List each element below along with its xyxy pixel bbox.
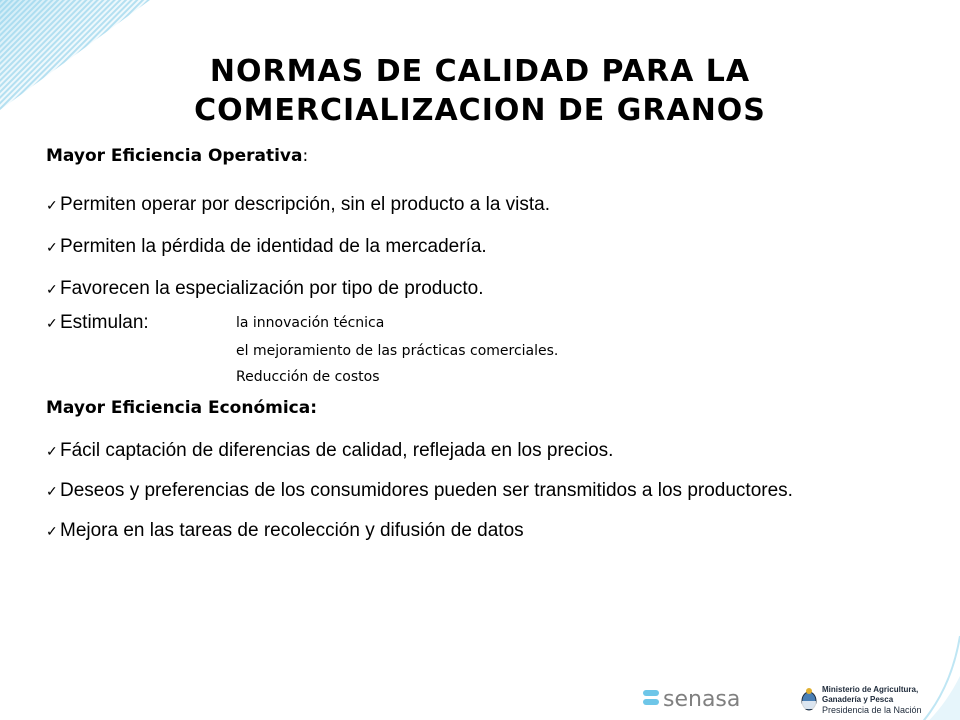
- bullet-text: Fácil captación de diferencias de calidad, reflejada en los precios.: [60, 440, 614, 461]
- title-line-1: NORMAS DE CALIDAD PARA LA: [209, 54, 751, 89]
- heading-economica-bold: Mayor Eficiencia Económica:: [46, 398, 318, 418]
- slide-content: [46, 146, 876, 546]
- check-icon: ✓: [46, 483, 58, 499]
- check-icon: ✓: [46, 239, 58, 255]
- bullet-text: Permiten la pérdida de identidad de la mercadería.: [60, 236, 487, 257]
- bullet-text: Permiten operar por descripción, sin el producto a la vista.: [60, 194, 551, 215]
- estimulan-item: la innovación técnica: [236, 315, 385, 331]
- check-icon: ✓: [46, 281, 58, 297]
- heading-operativa-bold: Mayor Eficiencia Operativa: [46, 146, 303, 166]
- bullet-text: Deseos y preferencias de los consumidores pueden ser transmitidos a los productores.: [60, 480, 793, 501]
- heading-operativa-colon: :: [302, 146, 309, 166]
- heading-economica: [46, 398, 876, 424]
- estimulan-item: Reducción de costos: [236, 369, 380, 385]
- bullet-economica-3: [46, 516, 876, 546]
- senasa-logo: [643, 686, 763, 717]
- bullet-operativa-3: [46, 274, 876, 304]
- bullet-text: Favorecen la especialización por tipo de producto.: [60, 278, 484, 299]
- bullet-operativa-1: [46, 190, 876, 220]
- senasa-text: senasa: [663, 687, 741, 712]
- heading-operativa: [46, 146, 876, 176]
- ministry-line-1: Ministerio de Agricultura,: [822, 685, 919, 694]
- national-seal-icon: [800, 687, 818, 713]
- title-line-2: COMERCIALIZACION DE GRANOS: [194, 93, 766, 128]
- bullet-operativa-2: [46, 232, 876, 262]
- slide-title: [80, 52, 880, 130]
- check-icon: ✓: [46, 315, 58, 331]
- check-icon: ✓: [46, 197, 58, 213]
- bullet-text: Mejora en las tareas de recolección y difusión de datos: [60, 520, 524, 541]
- estimulan-list: [236, 312, 558, 388]
- bullet-economica-2: [46, 476, 876, 506]
- ministry-text: [822, 685, 940, 715]
- estimulan-label: Estimulan: [60, 312, 144, 333]
- estimulan-block: [46, 308, 876, 388]
- bullet-economica-1: [46, 436, 876, 466]
- bullet-estimulan: [46, 308, 149, 338]
- ministry-line-2: Ganadería y Pesca: [822, 695, 894, 704]
- estimulan-item: el mejoramiento de las prácticas comerciales.: [236, 343, 559, 359]
- senasa-mark-icon: [643, 686, 763, 712]
- ministry-line-3: Presidencia de la Nación: [822, 705, 922, 715]
- check-icon: ✓: [46, 523, 58, 539]
- check-icon: ✓: [46, 443, 58, 459]
- estimulan-colon: :: [143, 312, 149, 333]
